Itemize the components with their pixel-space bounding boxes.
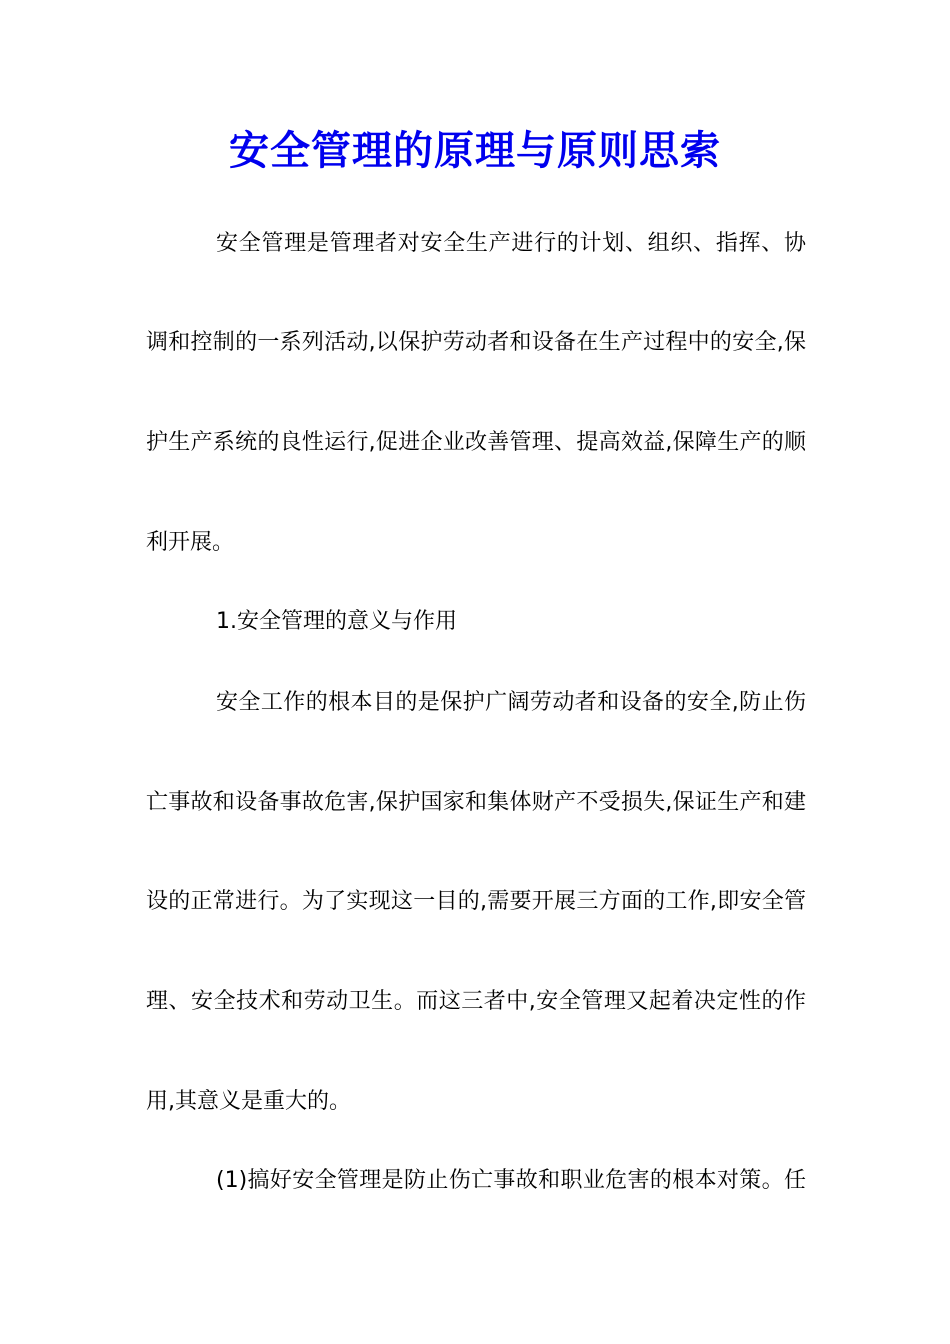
paragraph-line: 设的正常进行。为了实现这一目的,需要开展三方面的工作,即安全管 xyxy=(146,889,806,914)
paragraph-line: 安全管理是管理者对安全生产进行的计划、组织、指挥、协 xyxy=(216,231,806,256)
section-heading: 1.安全管理的意义与作用 xyxy=(216,609,457,634)
paragraph-line: 理、安全技术和劳动卫生。而这三者中,安全管理又起着决定性的作 xyxy=(146,989,806,1014)
document-title: 安全管理的原理与原则思索 xyxy=(229,127,721,174)
paragraph-line: 亡事故和设备事故危害,保护国家和集体财产不受损失,保证生产和建 xyxy=(146,790,806,815)
paragraph-line: (1)搞好安全管理是防止伤亡事故和职业危害的根本对策。任 xyxy=(216,1168,806,1193)
paragraph-line: 调和控制的一系列活动,以保护劳动者和设备在生产过程中的安全,保 xyxy=(146,330,806,355)
paragraph-line: 用,其意义是重大的。 xyxy=(146,1089,351,1114)
paragraph-line: 护生产系统的良性运行,促进企业改善管理、提高效益,保障生产的顺 xyxy=(146,430,806,455)
paragraph-line: 利开展。 xyxy=(146,530,235,555)
paragraph-line: 安全工作的根本目的是保护广阔劳动者和设备的安全,防止伤 xyxy=(216,690,806,715)
